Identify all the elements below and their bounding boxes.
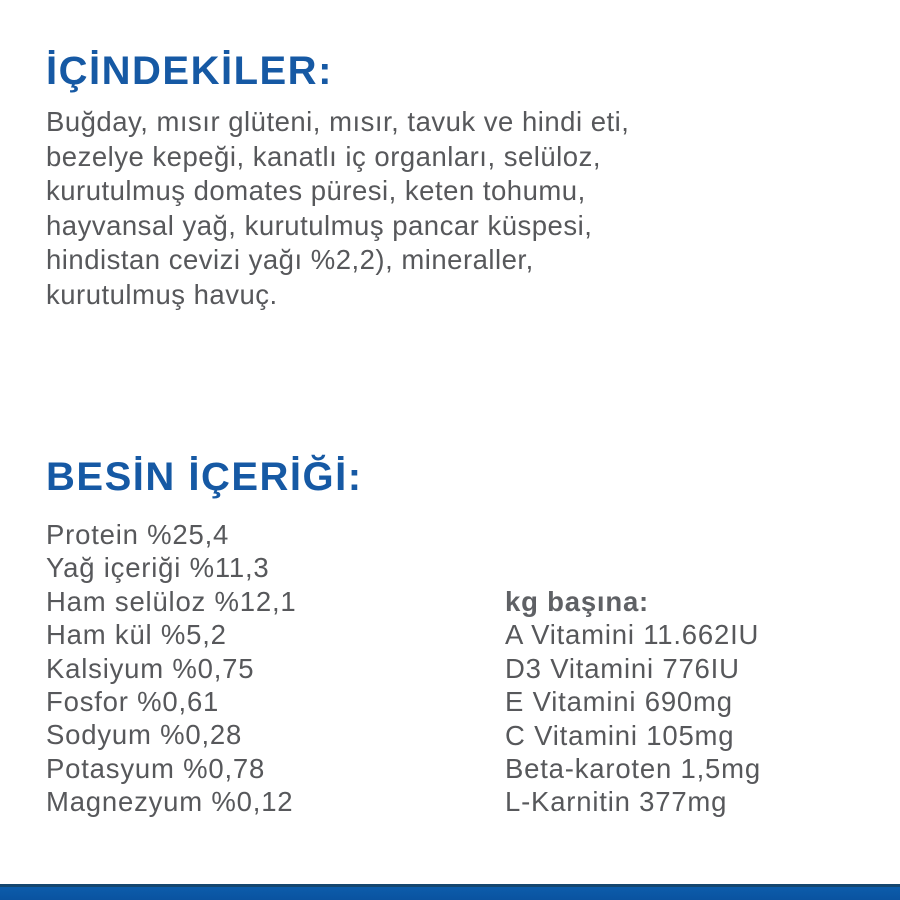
nutrition-analysis-list <box>46 518 297 819</box>
per-kg-list <box>505 618 761 818</box>
ingredients-text-line: hayvansal yağ, kurutulmuş pancar küspesi, <box>46 209 593 241</box>
per-kg-column <box>505 585 761 819</box>
ingredients-text-line: hindistan cevizi yağı %2,2), mineraller, <box>46 244 534 275</box>
nutrition-analysis-item: Kalsiyum %0,75 <box>46 652 255 684</box>
ingredients-text-line: Buğday, mısır glüteni, mısır, tavuk ve hindi eti, <box>46 106 630 137</box>
ingredients-title: İÇİNDEKİLER: <box>46 49 333 93</box>
per-kg-item: C Vitamini 105mg <box>505 719 735 751</box>
per-kg-label: kg başına: <box>505 586 650 617</box>
per-kg-item: D3 Vitamini 776IU <box>505 652 740 684</box>
nutrition-title: BESİN İÇERİĞİ: <box>46 455 363 499</box>
nutrition-analysis-item: Ham kül %5,2 <box>46 619 227 651</box>
nutrition-analysis-item: Ham selüloz %12,1 <box>46 585 297 617</box>
ingredients-text-line: bezelye kepeği, kanatlı iç organları, selüloz, <box>46 140 601 172</box>
nutrition-analysis-item: Sodyum %0,28 <box>46 719 243 751</box>
per-kg-item: A Vitamini 11.662IU <box>505 619 760 651</box>
ingredients-text-line: kurutulmuş havuç. <box>46 278 278 310</box>
per-kg-item: L-Karnitin 377mg <box>505 786 728 818</box>
per-kg-item: E Vitamini 690mg <box>505 686 733 718</box>
nutrition-analysis-item: Fosfor %0,61 <box>46 686 220 718</box>
nutrition-analysis-item: Magnezyum %0,12 <box>46 786 294 818</box>
per-kg-item: Beta-karoten 1,5mg <box>505 753 761 785</box>
footer-accent-bar <box>0 884 900 900</box>
nutrition-analysis-item: Yağ içeriği %11,3 <box>46 552 270 584</box>
ingredients-text <box>46 105 629 312</box>
nutrition-analysis-item: Protein %25,4 <box>46 519 230 550</box>
nutrition-analysis-item: Potasyum %0,78 <box>46 752 266 784</box>
ingredients-text-line: kurutulmuş domates püresi, keten tohumu, <box>46 175 586 206</box>
